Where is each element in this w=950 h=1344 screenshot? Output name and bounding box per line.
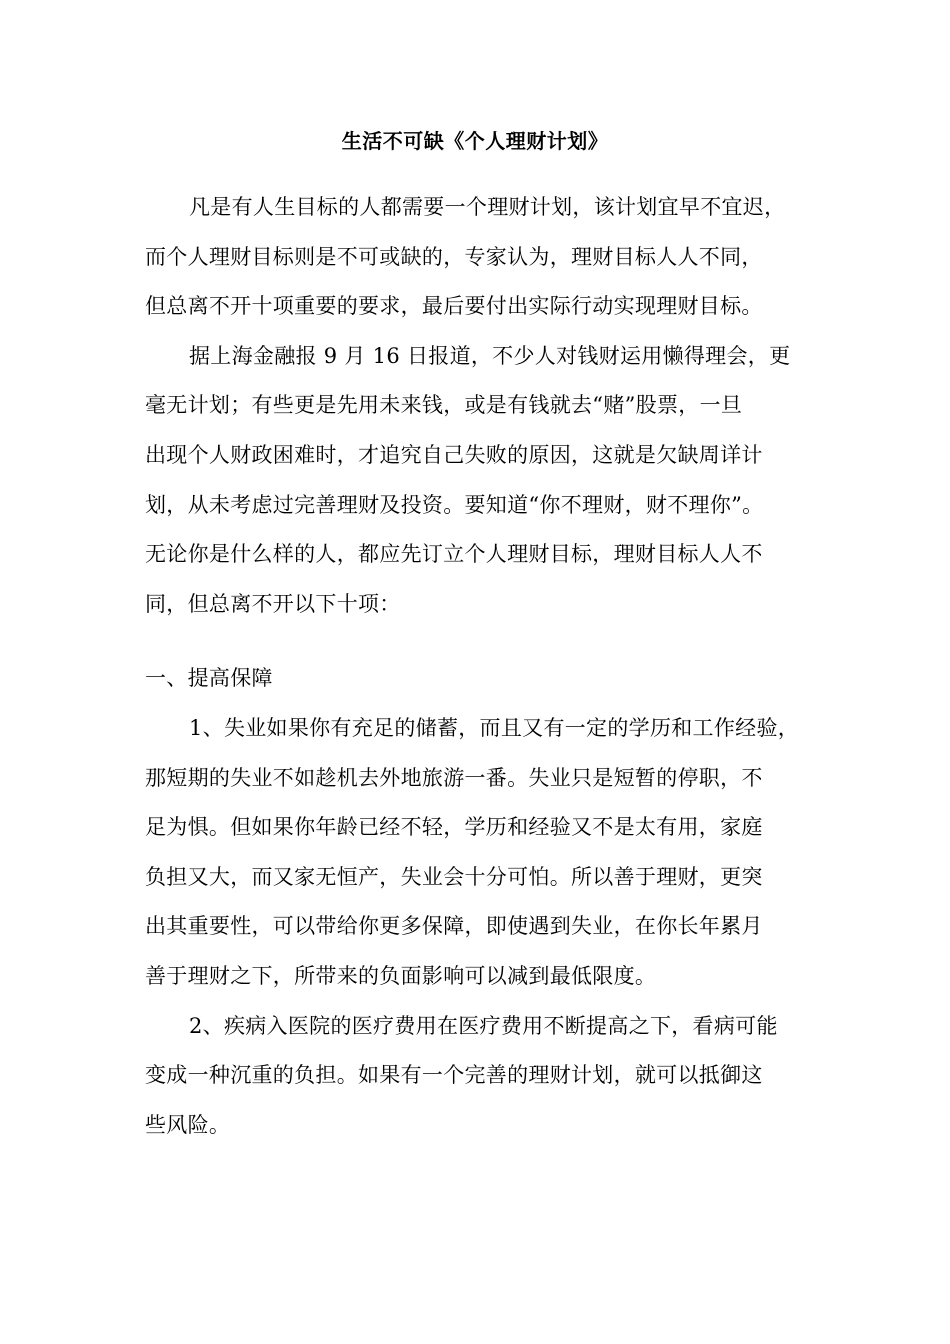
- text-line: 1、失业如果你有充足的储蓄，而且又有一定的学历和工作经验，: [189, 715, 800, 740]
- text-line: 划，从未考虑过完善理财及投资。要知道“你不理财，财不理你”。: [145, 492, 764, 517]
- text-line: 据上海金融报 9 月 16 日报道，不少人对钱财运用懒得理会，更: [189, 343, 791, 368]
- text-line: 凡是有人生目标的人都需要一个理财计划，该计划宜早不宜迟，: [189, 195, 786, 219]
- section-gap: [145, 629, 810, 654]
- text-line: 变成一种沉重的负担。如果有一个完善的理财计划，就可以抵御这: [145, 1063, 763, 1088]
- text-line: 足为惧。但如果你年龄已经不轻，学历和经验又不是太有用，家庭: [145, 815, 763, 840]
- news-paragraph: [145, 332, 810, 630]
- text-line: 无论你是什么样的人，都应先订立个人理财目标，理财目标人人不: [145, 542, 763, 567]
- text-line: 而个人理财目标则是不可或缺的，专家认为，理财目标人人不同，: [145, 244, 763, 269]
- section-heading: 一、提高保障: [145, 666, 273, 691]
- intro-paragraph: [145, 183, 810, 332]
- document-body: [145, 183, 810, 1150]
- text-line: 负担又大，而又家无恒产，失业会十分可怕。所以善于理财，更突: [145, 864, 763, 889]
- text-line: 同，但总离不开以下十项：: [145, 591, 401, 616]
- item-unemployment: [145, 704, 810, 1002]
- text-line: 2、疾病入医院的医疗费用在医疗费用不断提高之下，看病可能: [189, 1013, 778, 1038]
- text-line: 出其重要性，可以带给你更多保障，即使遇到失业，在你长年累月: [145, 914, 763, 939]
- text-line: 但总离不开十项重要的要求，最后要付出实际行动实现理财目标。: [145, 294, 763, 319]
- text-line: 毫无计划；有些更是先用未来钱，或是有钱就去“赌”股票，一旦: [145, 393, 743, 418]
- text-line: 那短期的失业不如趁机去外地旅游一番。失业只是短暂的停职，不: [145, 765, 763, 790]
- text-line: 善于理财之下，所带来的负面影响可以减到最低限度。: [145, 963, 657, 988]
- item-illness: [145, 1002, 810, 1151]
- document-title: 生活不可缺《个人理财计划》: [341, 129, 609, 153]
- text-line: 出现个人财政困难时，才追究自己失败的原因，这就是欠缺周详计: [145, 442, 763, 467]
- text-line: 些风险。: [145, 1112, 231, 1137]
